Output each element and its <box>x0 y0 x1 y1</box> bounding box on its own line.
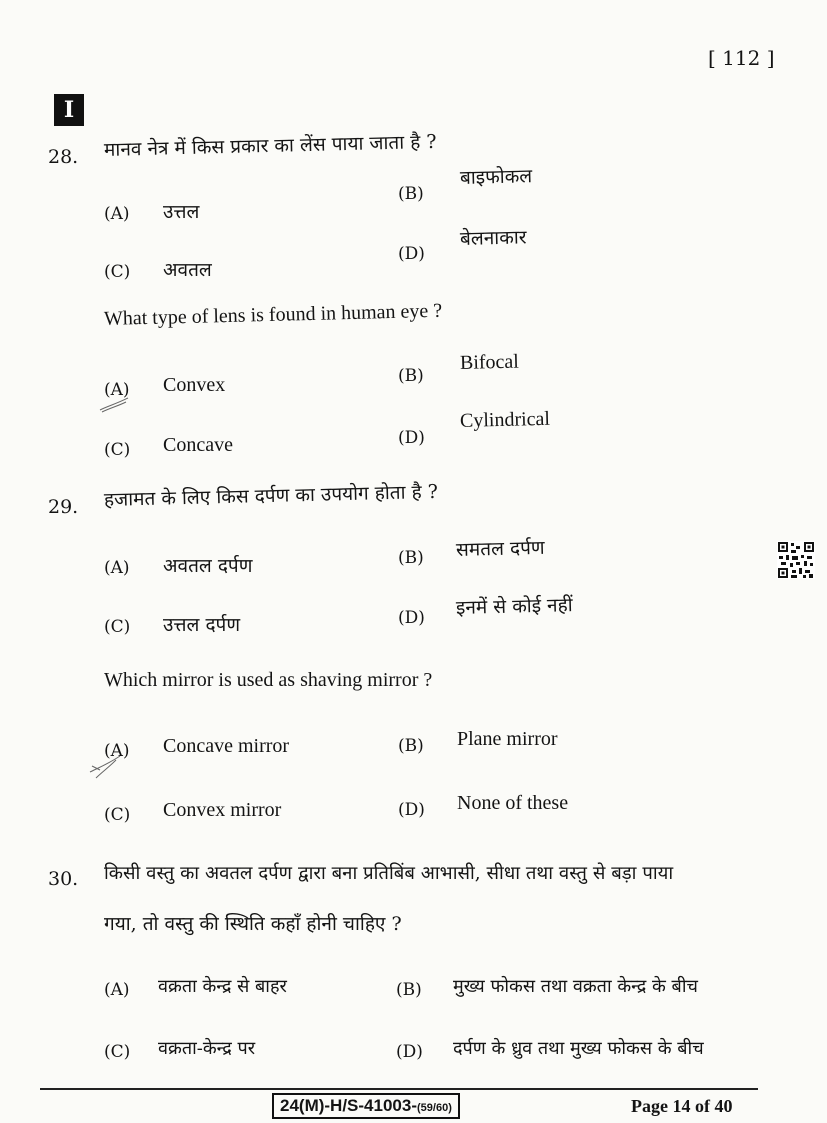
q28-en-option-b-label: (B) <box>398 366 424 386</box>
q30-hi-option-d-text: दर्पण के ध्रुव तथा मुख्य फोकस के बीच <box>453 1038 704 1059</box>
q28-en-option-b-text: Bifocal <box>459 350 520 374</box>
footer-divider <box>40 1088 758 1090</box>
q29-en-option-c-text: Convex mirror <box>163 799 282 821</box>
q28-hi-option-b-label: (B) <box>398 184 424 204</box>
q28-en-option-c-text: Concave <box>163 434 233 456</box>
q30-hi-option-d-label: (D) <box>396 1042 423 1062</box>
question-28-english-text: What type of lens is found in human eye ? <box>103 299 443 330</box>
page-number: Page 14 of 40 <box>631 1096 733 1116</box>
q29-hi-option-a-text: अवतल दर्पण <box>163 555 253 577</box>
q29-hi-option-c-label: (C) <box>104 617 131 637</box>
question-30-hindi-text-line1: किसी वस्तु का अवतल दर्पण द्वारा बना प्रतिबिंब आभासी, सीधा तथा वस्तु से बड़ा पाया <box>104 863 674 884</box>
q29-en-option-c-label: (C) <box>104 805 131 825</box>
q30-hi-option-a-text: वक्रता केन्द्र से बाहर <box>158 976 287 997</box>
q28-hi-option-a-label: (A) <box>104 204 130 224</box>
q30-hi-option-b-text: मुख्य फोकस तथा वक्रता केन्द्र के बीच <box>453 976 698 997</box>
question-28-hindi-text: मानव नेत्र में किस प्रकार का लेंस पाया जाता है ? <box>103 130 437 161</box>
q28-en-option-d-text: Cylindrical <box>459 407 551 432</box>
page-code: [ 112 ] <box>708 46 775 70</box>
q29-hi-option-d-label: (D) <box>398 608 425 628</box>
tick-mark-q28-icon <box>98 392 132 414</box>
q29-hi-option-b-text: समतल दर्पण <box>455 536 545 561</box>
q30-hi-option-a-label: (A) <box>104 980 130 1000</box>
q28-en-option-a-text: Convex <box>163 374 226 396</box>
question-28-number: 28. <box>48 146 79 168</box>
q28-en-option-a-label: (A) <box>104 380 130 400</box>
q28-hi-option-b-text: बाइफोकल <box>459 165 533 189</box>
q30-hi-option-c-text: वक्रता-केन्द्र पर <box>158 1038 256 1059</box>
q28-hi-option-c-text: अवतल <box>163 259 212 281</box>
paper-code-suffix: (59/60) <box>417 1102 452 1114</box>
q28-hi-option-a-text: उत्तल <box>163 201 200 223</box>
q29-en-option-d-label: (D) <box>398 800 425 820</box>
question-29-hindi-text: हजामत के लिए किस दर्पण का उपयोग होता है ? <box>103 480 439 511</box>
q29-en-option-b-text: Plane mirror <box>457 728 558 750</box>
q28-hi-option-d-text: बेलनाकार <box>459 226 527 250</box>
q29-hi-option-b-label: (B) <box>398 548 424 568</box>
question-29-number: 29. <box>48 496 79 518</box>
q30-hi-option-b-label: (B) <box>396 980 422 1000</box>
q28-hi-option-c-label: (C) <box>104 262 131 282</box>
paper-code-box <box>272 1093 460 1119</box>
q29-hi-option-a-label: (A) <box>104 558 130 578</box>
set-label-badge: I <box>54 94 84 126</box>
question-30-number: 30. <box>48 868 79 890</box>
q28-en-option-c-label: (C) <box>104 440 131 460</box>
q29-hi-option-c-text: उत्तल दर्पण <box>163 614 241 636</box>
question-29-english-text: Which mirror is used as shaving mirror ? <box>104 669 433 691</box>
q29-hi-option-d-text: इनमें से कोई नहीं <box>455 594 573 619</box>
question-30-hindi-text-line2: गया, तो वस्तु की स्थिति कहाँ होनी चाहिए ? <box>104 913 402 935</box>
tick-mark-q29-icon <box>86 748 126 782</box>
paper-code: 24(M)-H/S-41003- <box>280 1096 417 1115</box>
q29-en-option-d-text: None of these <box>457 792 569 814</box>
q28-en-option-d-label: (D) <box>398 428 425 448</box>
qr-code-icon <box>777 541 815 579</box>
q28-hi-option-d-label: (D) <box>398 244 425 264</box>
q30-hi-option-c-label: (C) <box>104 1042 131 1062</box>
q29-en-option-a-text: Concave mirror <box>163 735 290 757</box>
q29-en-option-b-label: (B) <box>398 736 424 756</box>
q29-en-option-a-label: (A) <box>104 741 130 761</box>
